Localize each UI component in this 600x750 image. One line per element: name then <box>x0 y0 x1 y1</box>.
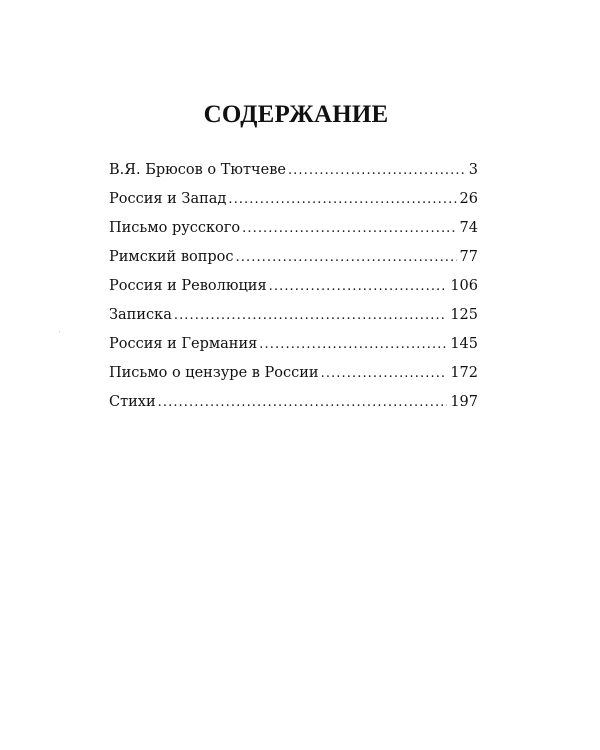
toc-entry <box>109 243 478 272</box>
toc-dot-leader <box>158 388 448 417</box>
toc-page-number: 26 <box>459 191 478 207</box>
toc-page-number: 3 <box>468 162 478 178</box>
toc-entry-title: Римский вопрос <box>109 249 234 265</box>
page-title: СОДЕРЖАНИЕ <box>203 101 389 128</box>
toc-entry-title: Письмо русского <box>109 220 241 236</box>
toc-dot-leader <box>228 185 456 214</box>
toc-dot-leader <box>236 243 457 272</box>
toc-page-number: 125 <box>450 307 478 323</box>
toc-page-number: 77 <box>459 249 478 265</box>
toc-dot-leader <box>259 330 447 359</box>
scan-speck <box>59 331 60 332</box>
toc-entry-title: Россия и Запад <box>109 191 227 207</box>
toc-entry-title: Россия и Революция <box>109 278 267 294</box>
toc-entry-title: Стихи <box>109 394 156 410</box>
toc-entry <box>109 359 478 388</box>
table-of-contents <box>109 156 478 417</box>
toc-entry <box>109 214 478 243</box>
toc-page-number: 172 <box>450 365 478 381</box>
toc-entry <box>109 388 478 417</box>
toc-entry-title: Письмо о цензуре в России <box>109 365 319 381</box>
toc-dot-leader <box>321 359 448 388</box>
toc-page-number: 106 <box>450 278 478 294</box>
toc-dot-leader <box>174 301 447 330</box>
toc-page-number: 197 <box>450 394 478 410</box>
toc-page-number: 74 <box>459 220 478 236</box>
toc-entry <box>109 156 478 185</box>
toc-dot-leader <box>242 214 456 243</box>
toc-entry <box>109 272 478 301</box>
toc-entry-title: Россия и Германия <box>109 336 258 352</box>
toc-page-number: 145 <box>450 336 478 352</box>
toc-dot-leader <box>288 156 466 185</box>
toc-entry <box>109 330 478 359</box>
toc-entry <box>109 185 478 214</box>
toc-entry <box>109 301 478 330</box>
toc-entry-title: Записка <box>109 307 172 323</box>
toc-dot-leader <box>269 272 448 301</box>
toc-entry-title: В.Я. Брюсов о Тютчеве <box>109 162 286 178</box>
